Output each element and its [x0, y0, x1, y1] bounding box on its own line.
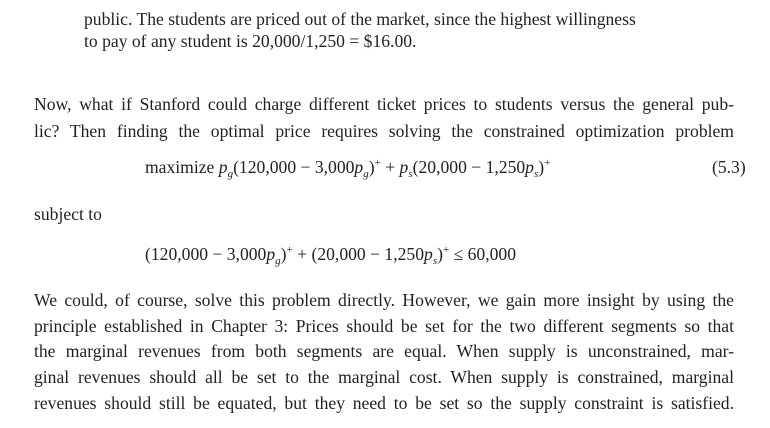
equation-term-2-open: (20,000 − 1,250: [412, 157, 526, 177]
paragraph-1-line-1: public. The students are priced out of the market, since the highest willingness: [84, 9, 636, 29]
subscript-g: g: [227, 168, 234, 180]
paragraph-3-line-2: principle established in Chapter 3: Prices should be set for the two different segments so that: [34, 316, 734, 336]
paragraph-2-line-2: lic? Then finding the optimal price requires solving the constrained optimization problem: [34, 121, 734, 141]
price-variable: p: [218, 157, 228, 177]
price-variable: p: [266, 244, 276, 264]
price-variable: p: [354, 157, 364, 177]
subscript-s: s: [408, 168, 413, 180]
subject-to-label: subject to: [34, 204, 102, 224]
subscript-s: s: [432, 255, 438, 267]
subscript-g: g: [363, 168, 369, 180]
superscript-plus: +: [544, 157, 551, 169]
subscript-g: g: [275, 255, 281, 267]
equation-term-1-open: (120,000 − 3,000: [233, 157, 355, 177]
paragraph-3-line-1: We could, of course, solve this problem directly. However, we gain more insight by using the: [34, 290, 734, 310]
subscript-s: s: [533, 168, 539, 180]
superscript-plus: +: [286, 244, 293, 256]
constraint-term-2-close: ): [437, 244, 443, 264]
constraint-equation: [145, 243, 516, 265]
maximize-label: maximize: [145, 157, 215, 177]
price-variable: p: [424, 244, 433, 264]
paragraph-2-line-1: Now, what if Stanford could charge different ticket prices to students versus the general pub-: [34, 94, 734, 114]
plus-sign: +: [385, 157, 396, 177]
constraint-term-2-open: (20,000 − 1,250: [311, 244, 425, 264]
constraint-relation: ≤ 60,000: [453, 244, 517, 264]
paragraph-3-line-3: the marginal revenues from both segments are equal. When supply is unconstrained, mar-: [34, 341, 734, 361]
price-variable: p: [399, 157, 409, 177]
paragraph-3-line-4: ginal revenues should all be set to the marginal cost. When supply is constrained, marginal: [34, 367, 734, 387]
plus-sign: +: [297, 244, 308, 264]
superscript-plus: +: [442, 244, 450, 256]
superscript-plus: +: [374, 157, 381, 169]
constraint-term-1-close: ): [280, 244, 287, 264]
price-variable: p: [525, 157, 534, 177]
equation-number: (5.3): [712, 157, 746, 177]
equation-term-1-close: ): [368, 157, 375, 177]
paragraph-3-line-5: revenues should still be equated, but they need to be set so the supply constraint is satisfied.: [34, 393, 734, 413]
paragraph-1-line-2: to pay of any student is 20,000/1,250 = $16.00.: [84, 31, 417, 51]
equation-term-2-close: ): [538, 157, 545, 177]
equation-5-3: [145, 156, 550, 178]
constraint-term-1-open: (120,000 − 3,000: [145, 244, 267, 264]
